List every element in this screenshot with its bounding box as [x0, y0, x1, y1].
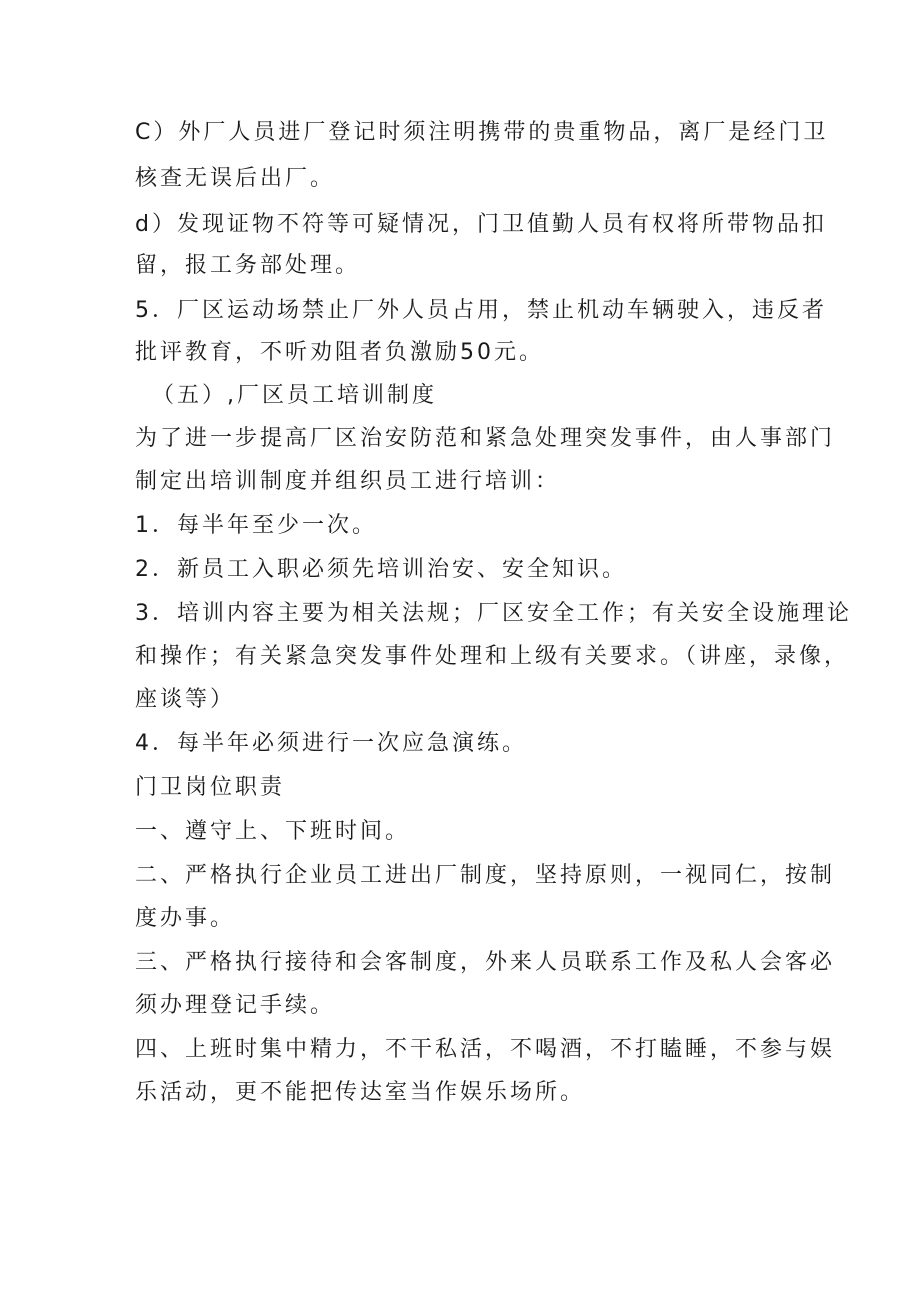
text-line: 5．厂区运动场禁止厂外人员占用，禁止机动车辆驶入，违反者: [135, 298, 827, 323]
text-line: 2．新员工入职必须先培训治安、安全知识。: [135, 557, 627, 582]
text-line: 核查无误后出厂。: [135, 166, 336, 191]
text-line: 3．培训内容主要为相关法规；厂区安全工作；有关安全设施理论: [135, 601, 852, 626]
text-line: 批评教育，不听劝阻者负激励50元。: [135, 340, 544, 365]
section-heading: （五）,厂区员工培训制度: [152, 383, 437, 408]
text-line: 为了进一步提高厂区治安防范和紧急处理突发事件，由人事部门: [135, 426, 836, 451]
text-line: 四、上班时集中精力，不干私活，不喝酒，不打瞌睡，不参与娱: [135, 1037, 836, 1062]
text-line: 度办事。: [135, 906, 236, 931]
section-heading: 门卫岗位职责: [135, 775, 286, 800]
text-line: 4．每半年必须进行一次应急演练。: [135, 731, 527, 756]
text-line: d）发现证物不符等可疑情况，门卫值勤人员有权将所带物品扣: [135, 212, 827, 237]
text-line: 座谈等）: [135, 687, 236, 712]
text-line: 一、遵守上、下班时间。: [135, 819, 411, 844]
text-line: C）外厂人员进厂登记时须注明携带的贵重物品，离厂是经门卫: [135, 120, 829, 145]
text-line: 乐活动，更不能把传达室当作娱乐场所。: [135, 1080, 586, 1105]
text-line: 1．每半年至少一次。: [135, 513, 377, 538]
text-line: 制定出培训制度并组织员工进行培训：: [135, 469, 561, 494]
text-line: 三、严格执行接待和会客制度，外来人员联系工作及私人会客必: [135, 950, 836, 975]
text-line: 二、严格执行企业员工进出厂制度，坚持原则，一视同仁，按制: [135, 863, 836, 888]
text-line: 和操作；有关紧急突发事件处理和上级有关要求。（讲座，录像，: [135, 644, 850, 669]
text-line: 须办理登记手续。: [135, 993, 336, 1018]
text-line: 留，报工务部处理。: [135, 253, 361, 278]
